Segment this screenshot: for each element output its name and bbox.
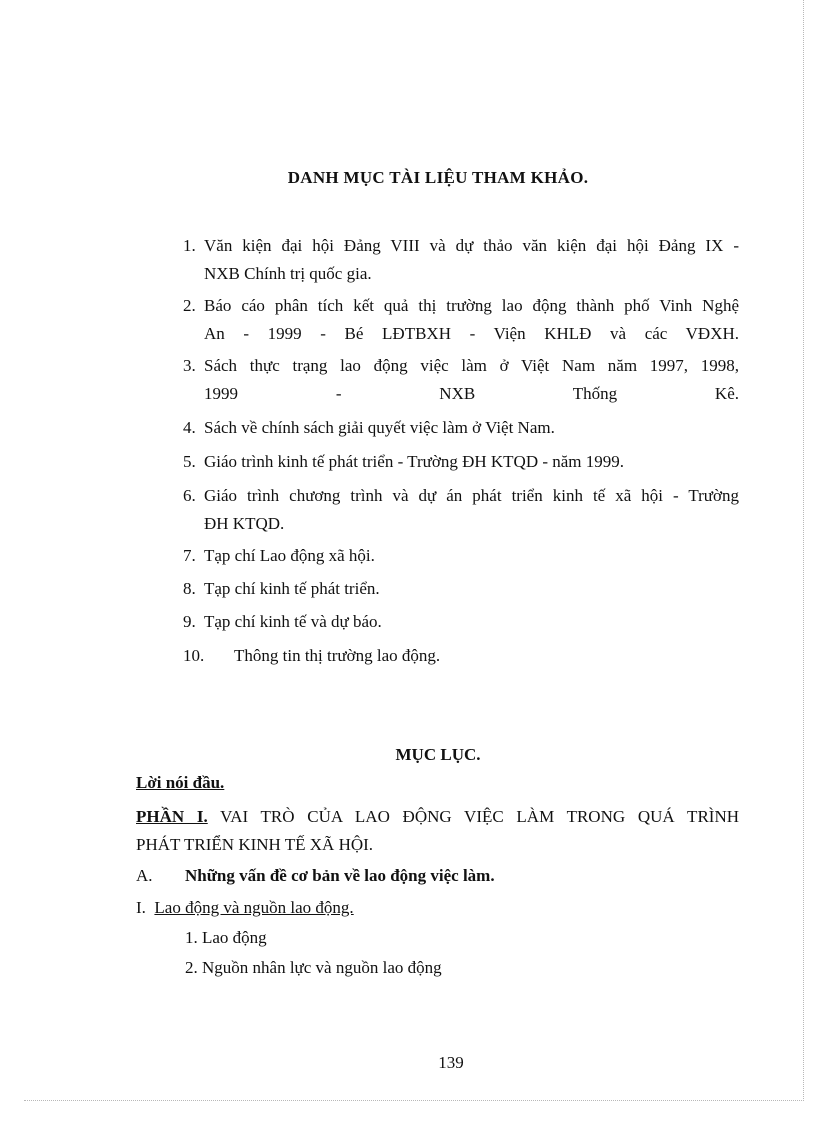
toc-section-i	[136, 894, 354, 922]
toc-part-heading	[136, 803, 739, 859]
part-label: PHẦN I.	[136, 807, 208, 826]
reference-number: 3.	[183, 356, 196, 375]
reference-text: Giáo trình chương trình và dự án phát triển kinh tế xã hội - Trường	[204, 486, 739, 505]
toc-sub-item: 1. Lao động	[185, 928, 267, 947]
reference-text-continued: ĐH KTQD.	[204, 514, 285, 533]
reference-text: Tạp chí Lao động xã hội.	[204, 546, 375, 565]
section-letter: A.	[136, 866, 153, 885]
reference-number: 10.	[183, 646, 205, 665]
reference-text-continued: An - 1999 - Bé LĐTBXH - Viện KHLĐ và các VĐXH.	[204, 324, 739, 343]
reference-item-5	[183, 448, 739, 476]
page-bottom-border	[24, 1100, 804, 1101]
reference-number: 1.	[183, 236, 196, 255]
reference-item-8	[183, 575, 739, 603]
toc-intro: Lời nói đầu.	[136, 773, 225, 792]
section-title: Lao động và nguồn lao động.	[154, 898, 354, 917]
reference-number: 8.	[183, 579, 196, 598]
reference-text: Tạp chí kinh tế và dự báo.	[204, 612, 382, 631]
reference-item-2	[183, 292, 739, 348]
reference-number: 9.	[183, 612, 196, 631]
reference-text: Báo cáo phân tích kết quả thị trường lao động thành phố Vinh Nghệ	[204, 296, 739, 315]
page-right-border	[803, 0, 804, 1101]
reference-item-4	[183, 414, 739, 442]
section-title: Những vấn đề cơ bản về lao động việc làm.	[185, 866, 495, 885]
reference-text: Văn kiện đại hội Đảng VIII và dự thảo văn kiện đại hội Đảng IX -	[204, 236, 739, 255]
toc-sub-item: 2. Nguồn nhân lực và nguồn lao động	[185, 958, 442, 977]
reference-text: Tạp chí kinh tế phát triển.	[204, 579, 380, 598]
reference-item-3	[183, 352, 739, 408]
reference-text: Thông tin thị trường lao động.	[234, 646, 441, 665]
part-title: VAI TRÒ CỦA LAO ĐỘNG VIỆC LÀM TRONG QUÁ TRÌNH	[207, 807, 739, 826]
toc-section-a	[136, 862, 495, 890]
reference-item-6	[183, 482, 739, 538]
reference-item-10	[183, 642, 739, 670]
page-number: 139	[438, 1053, 464, 1072]
reference-number: 2.	[183, 296, 196, 315]
reference-number: 7.	[183, 546, 196, 565]
reference-number: 5.	[183, 452, 196, 471]
reference-text: Giáo trình kinh tế phát triển - Trường ĐH KTQD - năm 1999.	[204, 452, 625, 471]
reference-item-7	[183, 542, 739, 570]
reference-item-9	[183, 608, 739, 636]
part-title-continued: PHÁT TRIỂN KINH TẾ XÃ HỘI.	[136, 835, 374, 854]
reference-text: Sách về chính sách giải quyết việc làm ở Việt Nam.	[204, 418, 555, 437]
reference-text-continued: NXB Chính trị quốc gia.	[204, 264, 372, 283]
references-title: DANH MỤC TÀI LIỆU THAM KHẢO.	[287, 168, 589, 187]
reference-item-1	[183, 232, 739, 288]
reference-text: Sách thực trạng lao động việc làm ở Việt Nam năm 1997, 1998,	[204, 356, 739, 375]
toc-title: MỤC LỤC.	[395, 745, 481, 764]
section-numeral: I.	[136, 898, 146, 917]
reference-text-continued: 1999 - NXB Thống Kê.	[204, 384, 739, 403]
reference-number: 6.	[183, 486, 196, 505]
reference-number: 4.	[183, 418, 196, 437]
